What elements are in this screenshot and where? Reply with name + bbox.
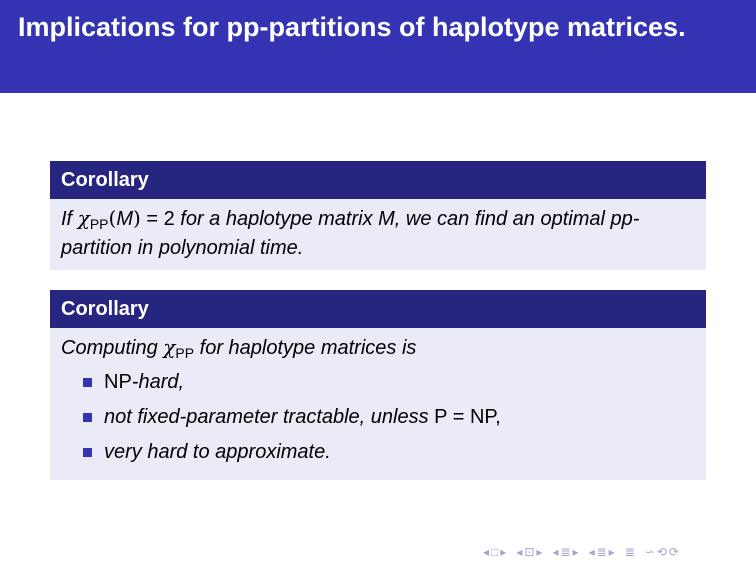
corollary-block-1 — [50, 161, 706, 270]
square-bullet-icon — [83, 413, 92, 422]
p-equals-np: P = NP — [434, 406, 496, 428]
nav-next-doc-arrow-icon[interactable]: ▸ — [608, 545, 615, 559]
item-tail: , — [495, 406, 501, 428]
equals-two: = 2 — [140, 208, 175, 230]
nav-appendix-icon[interactable]: ≣ — [624, 545, 635, 559]
arg-close: ) — [132, 206, 141, 230]
corollary-1-if: If — [61, 208, 73, 230]
nav-frame-icon[interactable]: □ — [491, 545, 499, 559]
corollary-1-text: for a haplotype matrix M, we can find an optimal pp-partition in polynomial time. — [61, 208, 640, 259]
np-label: NP — [104, 371, 132, 393]
title-bar — [0, 0, 756, 93]
chi-symbol: χ — [163, 335, 176, 359]
nav-prev-frame-arrow-icon[interactable]: ◂ — [483, 545, 490, 559]
nav-prev-subsection-arrow-icon[interactable]: ◂ — [516, 545, 523, 559]
navigation-bar — [482, 542, 748, 562]
square-bullet-icon — [83, 378, 92, 387]
corollary-2-body — [50, 328, 706, 470]
nav-subsection-icon[interactable]: ⊡ — [524, 545, 535, 559]
item-text: -hard, — [131, 371, 185, 393]
list-item — [61, 435, 695, 470]
list-item — [61, 400, 695, 435]
intro-pre: Computing — [61, 337, 164, 359]
corollary-2-list — [61, 365, 695, 470]
item-text: not fixed-parameter tractable, unless — [104, 406, 435, 428]
corollary-2-header: Corollary — [50, 290, 706, 328]
square-bullet-icon — [83, 448, 92, 457]
arg-open: ( — [108, 206, 117, 230]
nav-next-frame-arrow-icon[interactable]: ▸ — [500, 545, 507, 559]
nav-forward-icon[interactable]: ⟳ — [668, 545, 679, 559]
matrix-m: M — [116, 208, 133, 230]
corollary-1-header: Corollary — [50, 161, 706, 199]
chi-symbol: χ — [77, 206, 90, 230]
corollary-1-body — [50, 199, 706, 262]
list-item — [61, 365, 695, 400]
corollary-2-intro — [61, 333, 695, 363]
chi-subscript: PP — [175, 345, 195, 361]
nav-prev-section-arrow-icon[interactable]: ◂ — [552, 545, 559, 559]
corollary-block-2 — [50, 290, 706, 480]
chi-subscript: PP — [89, 216, 109, 232]
nav-search-icon[interactable]: ∽ — [644, 545, 655, 559]
intro-post: for haplotype matrices is — [194, 337, 417, 359]
nav-back-icon[interactable]: ⟲ — [656, 545, 667, 559]
nav-document-icon[interactable]: ≣ — [596, 545, 607, 559]
item-text: very hard to approximate. — [104, 441, 331, 463]
nav-next-subsection-arrow-icon[interactable]: ▸ — [536, 545, 543, 559]
nav-next-section-arrow-icon[interactable]: ▸ — [572, 545, 579, 559]
slide-title: Implications for pp-partitions of haplotype matrices. — [18, 12, 686, 42]
nav-section-icon[interactable]: ≣ — [560, 545, 571, 559]
nav-prev-doc-arrow-icon[interactable]: ◂ — [588, 545, 595, 559]
